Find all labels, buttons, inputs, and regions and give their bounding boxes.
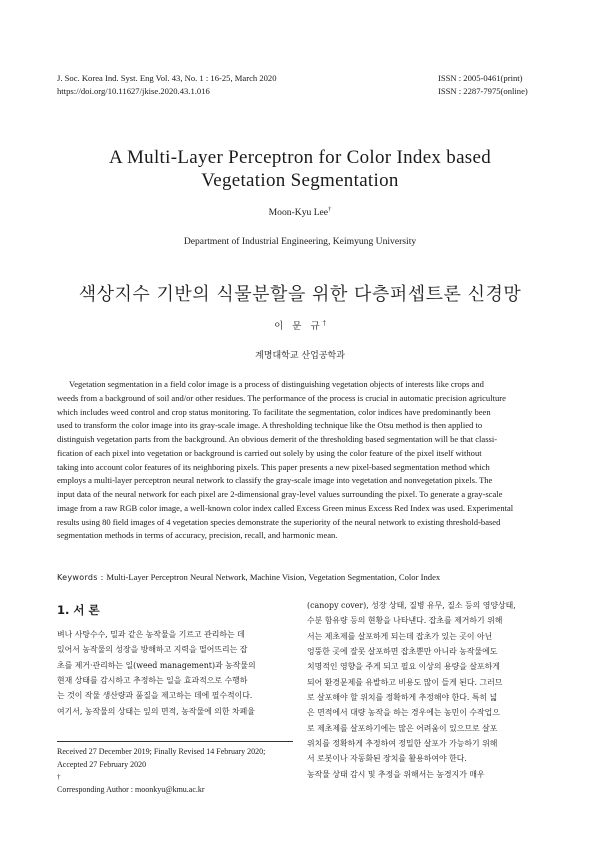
abstract xyxy=(57,378,543,543)
dagger-mark: † xyxy=(57,773,61,781)
body-line: 여기서, 농작물의 상태는 잎의 면적, 농작물에 의한 차폐율 xyxy=(57,706,255,716)
body-line: 서는 제초제를 살포하게 되는데 잡초가 있는 곳이 아닌 xyxy=(307,631,493,641)
body-line: 는 것이 작물 생산량과 품질을 제고하는 데에 필수적이다. xyxy=(57,691,253,701)
korean-author-mark: † xyxy=(322,318,326,327)
accepted-date: Accepted 27 February 2020 xyxy=(57,759,147,769)
korean-author-text: 이 문 규 xyxy=(274,321,323,332)
abstract-line: weeds from a background of soil and/or other residues. The performance of the process is crucial in automatic precision agriculture xyxy=(57,392,506,403)
author-name xyxy=(0,206,600,218)
corresponding-author-text[interactable]: Corresponding Author : moonkyu@kmu.ac.kr xyxy=(57,784,205,794)
body-line: 위치를 정확하게 추정하여 정밀한 살포가 가능하기 위해 xyxy=(307,739,498,749)
abstract-line: which includes weed control and crop status monitoring. To facilitate the segmentation, color indices have predominantly been xyxy=(57,406,491,417)
body-line: 현재 상태를 감시하고 추정하는 일을 효과적으로 수행하 xyxy=(57,676,248,686)
korean-title: 색상지수 기반의 식물분할을 위한 다층퍼셉트론 신경망 xyxy=(78,284,522,305)
body-line: 있어서 농작물의 성장을 방해하고 지력을 떨어뜨리는 잡 xyxy=(57,645,248,655)
abstract-line: input data of the neural network for each pixel are 2-dimensional gray-level values surrounding the pixel. To generate a gray-scale xyxy=(57,489,503,499)
body-line: 초를 제거·관리하는 일(weed management)과 농작물의 xyxy=(57,660,256,670)
journal-header-right xyxy=(438,72,528,97)
doi-link[interactable]: https://doi.org/10.11627/jkise.2020.43.1.016 xyxy=(57,85,210,96)
keywords-label: Keywords : xyxy=(57,573,107,582)
body-line: (canopy cover), 성장 상태, 질병 유무, 질소 등의 영양상태, xyxy=(307,601,516,610)
abstract-line: Vegetation segmentation in a field color image is a process of distinguishing vegetation objects of interests like crops and xyxy=(69,379,484,389)
author-name-text: Moon-Kyu Lee xyxy=(268,207,329,219)
abstract-line: image from a raw RGB color image, a well-known color index called Excess Green minus Excess Red Index was used. Experimental xyxy=(57,502,514,513)
footnote-divider xyxy=(57,741,293,742)
journal-citation: J. Soc. Korea Ind. Syst. Eng Vol. 43, No. 1 : 16-25, March 2020 xyxy=(57,73,277,83)
body-line: 되어 환경문제를 유발하고 비용도 많이 들게 된다. 그러므 xyxy=(307,677,503,687)
abstract-line: segmentation methods in terms of accuracy, precision, recall, and harmonic mean. xyxy=(57,530,338,541)
body-line: 서 로봇이나 자동화된 장치를 활용하여야 한다. xyxy=(307,754,467,764)
paper-title-line-1: A Multi-Layer Perceptron for Color Index based xyxy=(108,147,492,168)
body-line: 농작물 상태 감시 및 추정을 위해서는 농경지가 매우 xyxy=(307,769,485,779)
author-affiliation: Department of Industrial Engineering, Keimyung University xyxy=(183,236,417,247)
body-line: 은 면적에서 대량 농작을 하는 경우에는 농민이 수작업으 xyxy=(307,708,500,718)
abstract-line: employs a multi-layer perceptron neural network to classify the gray-scale image into vegetation and nonvegetation pixels. The xyxy=(57,475,493,486)
received-date: Received 27 December 2019; Finally Revised 14 February 2020; xyxy=(57,747,266,756)
issn-online: ISSN : 2287-7975(online) xyxy=(438,85,528,96)
body-line: 로 살포해야 할 위치를 정확하게 추정해야 한다. 특히 넓 xyxy=(307,693,498,703)
issn-print: ISSN : 2005-0461(print) xyxy=(438,73,523,83)
paper-title xyxy=(40,146,560,192)
body-column-left xyxy=(57,627,293,719)
footnote xyxy=(57,746,297,796)
abstract-line: results using 80 field images of 4 vegetation species demonstrate the superiority of the neural network to existing threshold-based xyxy=(57,516,501,527)
body-column-right xyxy=(307,598,543,782)
abstract-line: used to transform the color image into its gray-scale image. A thresholding technique like the Otsu method is then applied to xyxy=(57,420,483,431)
corresponding-author xyxy=(57,771,297,796)
body-line: 치명적인 영향을 주게 되고 필요 이상의 용량을 살포하게 xyxy=(307,662,500,672)
section-heading-introduction: 1. 서 론 xyxy=(57,603,100,617)
abstract-line: fication of each pixel into vegetation or background is carried out solely by using the color feature of the pixel itself without xyxy=(57,447,482,458)
body-line: 로 제초제를 살포하기에는 많은 어려움이 있으므로 살포 xyxy=(307,723,498,733)
keywords xyxy=(57,571,543,584)
abstract-line: distinguish vegetation parts from the background. An obvious demerit of the thresholding based segmentation will be that classi- xyxy=(57,434,498,444)
keywords-text: Multi-Layer Perceptron Neural Network, Machine Vision, Vegetation Segmentation, Color Index xyxy=(106,572,441,582)
journal-header-left xyxy=(57,72,277,97)
body-line: 벼나 사탕수수, 밀과 같은 농작물을 기르고 관리하는 데 xyxy=(57,630,245,639)
korean-author xyxy=(0,318,600,332)
abstract-line: taking into account color features of its neighboring pixels. This paper presents a new pixel-based segmentation method which xyxy=(57,461,490,472)
body-line: 엉뚱한 곳에 잘못 살포하면 잡초뿐만 아니라 농작물에도 xyxy=(307,647,498,657)
author-mark: † xyxy=(328,206,332,213)
paper-title-line-2: Vegetation Segmentation xyxy=(201,170,399,191)
korean-affiliation: 계명대학교 산업공학과 xyxy=(255,351,345,361)
body-line: 수분 함유량 등의 현황을 나타낸다. 잡초를 제거하기 위해 xyxy=(307,616,503,626)
